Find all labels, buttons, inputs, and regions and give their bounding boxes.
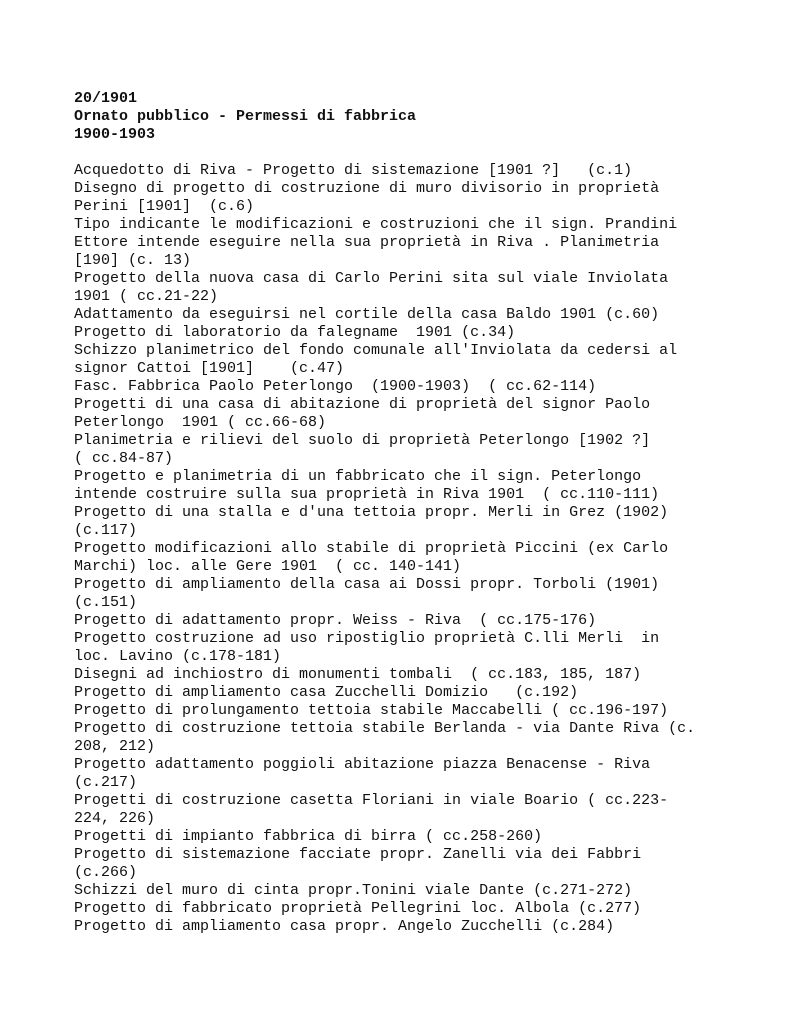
- entry-line: Progetto di una stalla e d'una tettoia propr. Merli in Grez (1902): [74, 504, 669, 521]
- entry-line: Schizzo planimetrico del fondo comunale all'Inviolata da cedersi al: [74, 342, 678, 359]
- entry-line: Progetto modificazioni allo stabile di proprietà Piccini (ex Carlo: [74, 540, 669, 557]
- document-years: 1900-1903: [74, 126, 156, 143]
- entry-line: Planimetria e rilievi del suolo di proprietà Peterlongo [1902 ?]: [74, 432, 651, 449]
- entry-line: (c.151): [74, 594, 138, 611]
- entry-line: Progetto di adattamento propr. Weiss - Riva ( cc.175-176): [74, 612, 597, 629]
- entry-line: signor Cattoi [1901] (c.47): [74, 360, 345, 377]
- entry-line: loc. Lavino (c.178-181): [74, 648, 282, 665]
- entry-line: Adattamento da eseguirsi nel cortile della casa Baldo 1901 (c.60): [74, 306, 660, 323]
- entry-line: Progetto adattamento poggioli abitazione piazza Benacense - Riva: [74, 756, 651, 773]
- entry-line: Progetto di costruzione tettoia stabile Berlanda - via Dante Riva (c.: [74, 720, 696, 737]
- entry-line: Progetto di fabbricato proprietà Pellegrini loc. Albola (c.277): [74, 900, 642, 917]
- entry-line: 1901 ( cc.21-22): [74, 288, 219, 305]
- entry-line: Progetto di prolungamento tettoia stabile Maccabelli ( cc.196-197): [74, 702, 669, 719]
- document-title: Ornato pubblico - Permessi di fabbrica: [74, 108, 417, 125]
- entry-line: Progetto di ampliamento della casa ai Dossi propr. Torboli (1901): [74, 576, 660, 593]
- entry-line: intende costruire sulla sua proprietà in Riva 1901 ( cc.110-111): [74, 486, 660, 503]
- document-page: [74, 90, 774, 936]
- entry-line: Progetto di ampliamento casa propr. Angelo Zucchelli (c.284): [74, 918, 615, 935]
- entry-line: Fasc. Fabbrica Paolo Peterlongo (1900-1903) ( cc.62-114): [74, 378, 597, 395]
- entry-line: Progetto e planimetria di un fabbricato che il sign. Peterlongo: [74, 468, 642, 485]
- entry-line: Perini [1901] (c.6): [74, 198, 255, 215]
- entry-line: Progetti di costruzione casetta Floriani in viale Boario ( cc.223-: [74, 792, 669, 809]
- entry-line: Progetti di impianto fabbrica di birra ( cc.258-260): [74, 828, 543, 845]
- entry-line: Disegni ad inchiostro di monumenti tombali ( cc.183, 185, 187): [74, 666, 642, 683]
- entry-line: ( cc.84-87): [74, 450, 174, 467]
- entry-line: Acquedotto di Riva - Progetto di sistemazione [1901 ?] (c.1): [74, 162, 633, 179]
- entry-line: Disegno di progetto di costruzione di muro divisorio in proprietà: [74, 180, 660, 197]
- entry-line: (c.217): [74, 774, 138, 791]
- entry-line: Schizzi del muro di cinta propr.Tonini viale Dante (c.271-272): [74, 882, 633, 899]
- entry-line: Progetto di sistemazione facciate propr. Zanelli via dei Fabbri: [74, 846, 642, 863]
- entry-line: Marchi) loc. alle Gere 1901 ( cc. 140-141): [74, 558, 462, 575]
- entry-line: Progetto costruzione ad uso ripostiglio proprietà C.lli Merli in: [74, 630, 660, 647]
- entry-line: (c.117): [74, 522, 138, 539]
- header-spacer: [74, 144, 774, 162]
- entry-line: Progetto di laboratorio da falegname 1901 (c.34): [74, 324, 516, 341]
- entry-line: 224, 226): [74, 810, 156, 827]
- entry-line: Progetti di una casa di abitazione di proprietà del signor Paolo: [74, 396, 651, 413]
- entry-line: Tipo indicante le modificazioni e costruzioni che il sign. Prandini: [74, 216, 678, 233]
- entries-list: [74, 162, 774, 936]
- entry-line: [190] (c. 13): [74, 252, 192, 269]
- entry-line: (c.266): [74, 864, 138, 881]
- entry-line: 208, 212): [74, 738, 156, 755]
- document-code: 20/1901: [74, 90, 138, 107]
- entry-line: Progetto di ampliamento casa Zucchelli Domizio (c.192): [74, 684, 579, 701]
- entry-line: Ettore intende eseguire nella sua proprietà in Riva . Planimetria: [74, 234, 660, 251]
- entry-line: Progetto della nuova casa di Carlo Perini sita sul viale Inviolata: [74, 270, 669, 287]
- entry-line: Peterlongo 1901 ( cc.66-68): [74, 414, 327, 431]
